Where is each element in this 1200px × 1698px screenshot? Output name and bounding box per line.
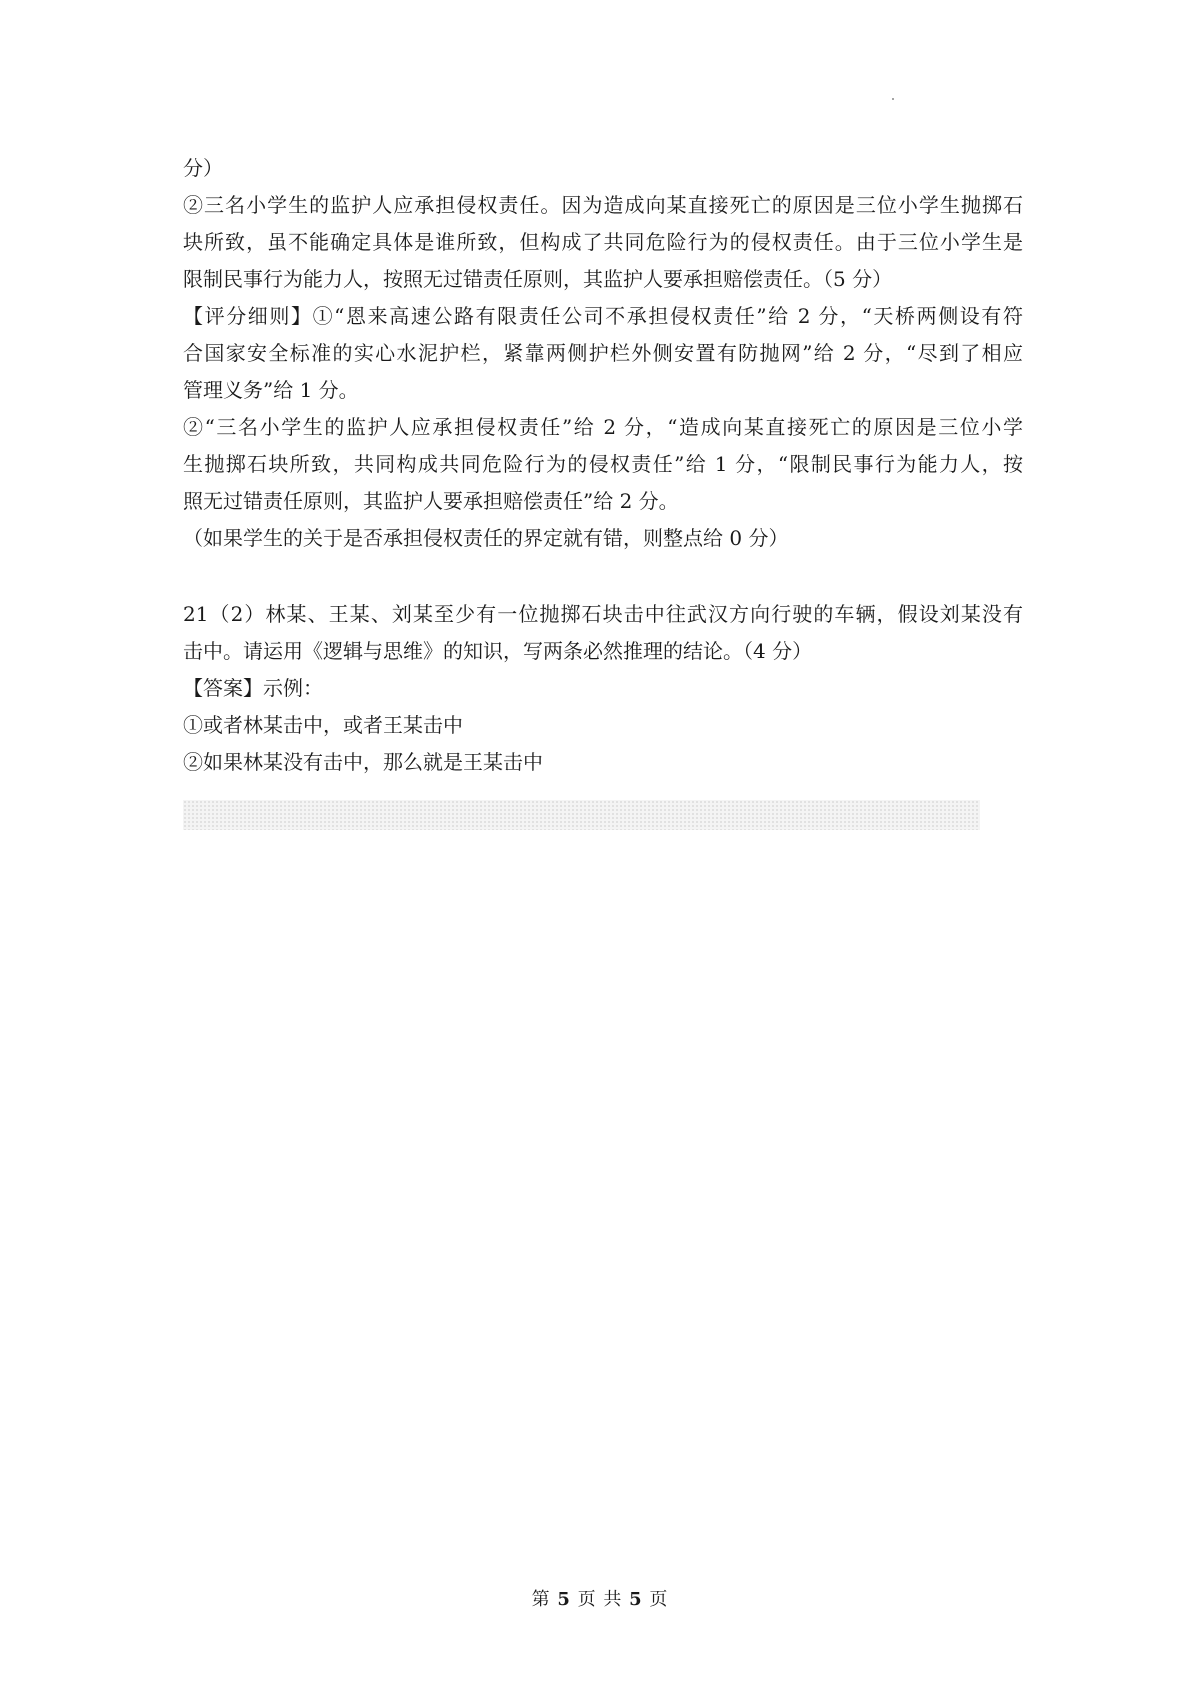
answer-item: ①或者林某击中，或者王某击中	[183, 713, 463, 737]
text-line: 块所致，虽不能确定具体是谁所致，但构成了共同危险行为的侵权责任。由于三位小学生是	[183, 230, 1023, 254]
footer-total-pages: 5	[629, 1589, 643, 1610]
paragraph-gap	[183, 557, 1023, 596]
footer-prefix: 第	[531, 1589, 551, 1610]
answer-item: ②如果林某没有击中，那么就是王某击中	[183, 750, 543, 774]
scoring-rule-line: 管理义务”给 1 分。	[183, 378, 359, 402]
question-text: 21（2）林某、王某、刘某至少有一位抛掷石块击中往武汉方向行驶的车辆，假设刘某没有	[183, 602, 1023, 626]
question-text: 击中。请运用《逻辑与思维》的知识，写两条必然推理的结论。（4 分）	[183, 639, 813, 663]
answer-content	[183, 150, 1023, 781]
footer-middle: 页 共	[577, 1589, 623, 1610]
scoring-rule-line: 【评分细则】①“恩来高速公路有限责任公司不承担侵权责任”给 2 分，“天桥两侧设有符	[183, 304, 1023, 328]
scoring-rule-line: 生抛掷石块所致，共同构成共同危险行为的侵权责任”给 1 分，“限制民事行为能力人，按	[183, 452, 1023, 476]
footer-suffix: 页	[649, 1589, 669, 1610]
scoring-rule-line: 合国家安全标准的实心水泥护栏，紧靠两侧护栏外侧安置有防抛网”给 2 分，“尽到了相应	[183, 341, 1023, 365]
scoring-note: （如果学生的关于是否承担侵权责任的界定就有错，则整点给 0 分）	[183, 526, 789, 550]
text-line: ②三名小学生的监护人应承担侵权责任。因为造成向某直接死亡的原因是三位小学生抛掷石	[183, 193, 1023, 217]
watermark-stripe	[183, 800, 980, 830]
scoring-rule-line: ②“三名小学生的监护人应承担侵权责任”给 2 分，“造成向某直接死亡的原因是三位小学	[183, 415, 1023, 439]
page-mark-dot	[892, 98, 894, 100]
page-footer	[0, 1585, 1200, 1611]
answer-heading: 【答案】示例：	[183, 676, 323, 700]
text-line: 分）	[183, 156, 223, 180]
footer-current-page: 5	[557, 1589, 571, 1610]
scoring-rule-line: 照无过错责任原则，其监护人要承担赔偿责任”给 2 分。	[183, 489, 679, 513]
text-line: 限制民事行为能力人，按照无过错责任原则，其监护人要承担赔偿责任。（5 分）	[183, 267, 893, 291]
